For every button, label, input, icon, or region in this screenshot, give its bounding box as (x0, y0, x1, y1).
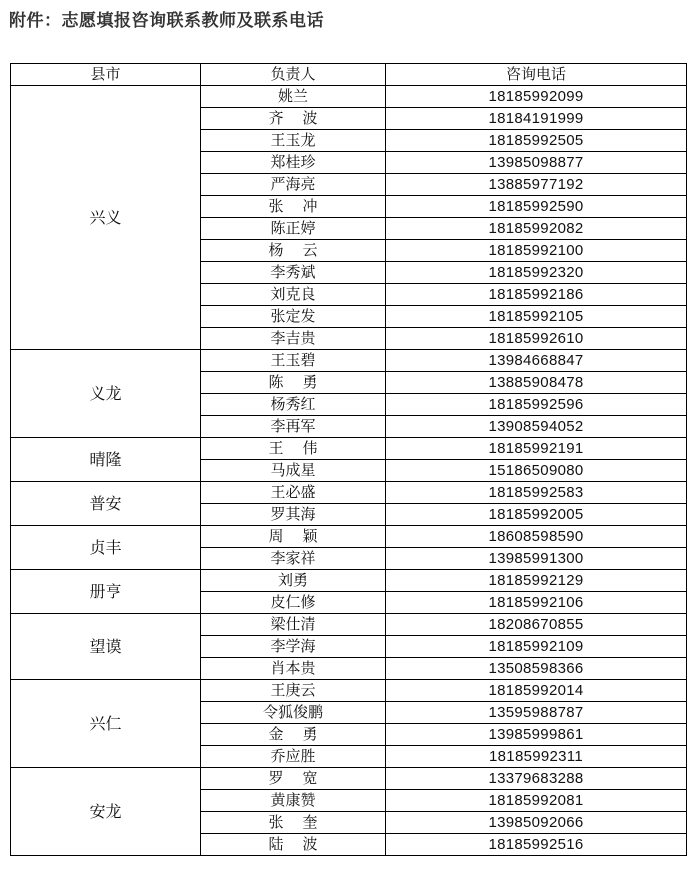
contact-name-cell: 肖本贵 (201, 658, 386, 680)
phone-number-cell: 18184191999 (386, 108, 687, 130)
contact-name-cell: 李吉贵 (201, 328, 386, 350)
contact-name-cell: 严海亮 (201, 174, 386, 196)
contact-name-cell: 乔应胜 (201, 746, 386, 768)
header-contact-person: 负责人 (201, 64, 386, 86)
contact-name-cell: 梁仕清 (201, 614, 386, 636)
phone-number-cell: 18208670855 (386, 614, 687, 636)
phone-number-cell: 18185992610 (386, 328, 687, 350)
page-title: 附件：志愿填报咨询联系教师及联系电话 (9, 11, 324, 31)
contact-name-cell: 李秀斌 (201, 262, 386, 284)
phone-number-cell: 18185992129 (386, 570, 687, 592)
county-cell: 册亨 (11, 570, 201, 614)
table-row (11, 86, 687, 108)
phone-number-cell: 18185992109 (386, 636, 687, 658)
county-cell: 望谟 (11, 614, 201, 680)
phone-number-cell: 13985092066 (386, 812, 687, 834)
contact-name-cell: 金 勇 (201, 724, 386, 746)
contact-name-cell: 李家祥 (201, 548, 386, 570)
contact-name-cell: 周 颖 (201, 526, 386, 548)
phone-number-cell: 13885908478 (386, 372, 687, 394)
phone-number-cell: 13985991300 (386, 548, 687, 570)
phone-number-cell: 18185992005 (386, 504, 687, 526)
county-cell: 义龙 (11, 350, 201, 438)
table-body (11, 86, 687, 856)
contact-name-cell: 王玉龙 (201, 130, 386, 152)
phone-number-cell: 13508598366 (386, 658, 687, 680)
header-row (11, 64, 687, 86)
phone-number-cell: 13885977192 (386, 174, 687, 196)
contact-name-cell: 令狐俊鹏 (201, 702, 386, 724)
contact-name-cell: 皮仁修 (201, 592, 386, 614)
contact-name-cell: 罗 宽 (201, 768, 386, 790)
phone-number-cell: 18185992106 (386, 592, 687, 614)
phone-number-cell: 18185992516 (386, 834, 687, 856)
contact-name-cell: 王玉碧 (201, 350, 386, 372)
phone-number-cell: 18185992596 (386, 394, 687, 416)
county-cell: 普安 (11, 482, 201, 526)
table-row (11, 680, 687, 702)
phone-number-cell: 13908594052 (386, 416, 687, 438)
phone-number-cell: 18185992505 (386, 130, 687, 152)
contact-name-cell: 刘勇 (201, 570, 386, 592)
phone-number-cell: 18185992186 (386, 284, 687, 306)
phone-number-cell: 18185992320 (386, 262, 687, 284)
table-row (11, 438, 687, 460)
contact-name-cell: 罗其海 (201, 504, 386, 526)
contact-name-cell: 张 奎 (201, 812, 386, 834)
phone-number-cell: 18185992100 (386, 240, 687, 262)
contact-name-cell: 李再军 (201, 416, 386, 438)
phone-number-cell: 13595988787 (386, 702, 687, 724)
contact-name-cell: 马成星 (201, 460, 386, 482)
county-cell: 贞丰 (11, 526, 201, 570)
contact-name-cell: 王 伟 (201, 438, 386, 460)
phone-number-cell: 13985999861 (386, 724, 687, 746)
phone-number-cell: 18185992099 (386, 86, 687, 108)
county-cell: 晴隆 (11, 438, 201, 482)
contact-name-cell: 陆 波 (201, 834, 386, 856)
table-row (11, 570, 687, 592)
phone-number-cell: 18185992590 (386, 196, 687, 218)
table-header (11, 64, 687, 86)
contact-name-cell: 王必盛 (201, 482, 386, 504)
contact-name-cell: 姚兰 (201, 86, 386, 108)
phone-number-cell: 18185992311 (386, 746, 687, 768)
header-phone: 咨询电话 (386, 64, 687, 86)
table-row (11, 526, 687, 548)
contact-name-cell: 张 冲 (201, 196, 386, 218)
phone-number-cell: 18185992105 (386, 306, 687, 328)
contact-name-cell: 黄康赞 (201, 790, 386, 812)
table-row (11, 350, 687, 372)
contact-name-cell: 齐 波 (201, 108, 386, 130)
phone-number-cell: 18185992191 (386, 438, 687, 460)
phone-number-cell: 13984668847 (386, 350, 687, 372)
county-cell: 兴义 (11, 86, 201, 350)
header-county: 县市 (11, 64, 201, 86)
phone-number-cell: 13379683288 (386, 768, 687, 790)
contact-name-cell: 张定发 (201, 306, 386, 328)
phone-number-cell: 18185992082 (386, 218, 687, 240)
county-cell: 兴仁 (11, 680, 201, 768)
contact-name-cell: 杨秀红 (201, 394, 386, 416)
contact-name-cell: 陈 勇 (201, 372, 386, 394)
contact-table (10, 63, 687, 856)
phone-number-cell: 18185992014 (386, 680, 687, 702)
contact-name-cell: 郑桂珍 (201, 152, 386, 174)
county-cell: 安龙 (11, 768, 201, 856)
table-row (11, 768, 687, 790)
contact-name-cell: 陈正婷 (201, 218, 386, 240)
phone-number-cell: 18185992583 (386, 482, 687, 504)
phone-number-cell: 13985098877 (386, 152, 687, 174)
contact-name-cell: 杨 云 (201, 240, 386, 262)
phone-number-cell: 18608598590 (386, 526, 687, 548)
contact-name-cell: 李学海 (201, 636, 386, 658)
phone-number-cell: 18185992081 (386, 790, 687, 812)
table-row (11, 482, 687, 504)
table-row (11, 614, 687, 636)
contact-name-cell: 刘克良 (201, 284, 386, 306)
contact-name-cell: 王庚云 (201, 680, 386, 702)
phone-number-cell: 15186509080 (386, 460, 687, 482)
